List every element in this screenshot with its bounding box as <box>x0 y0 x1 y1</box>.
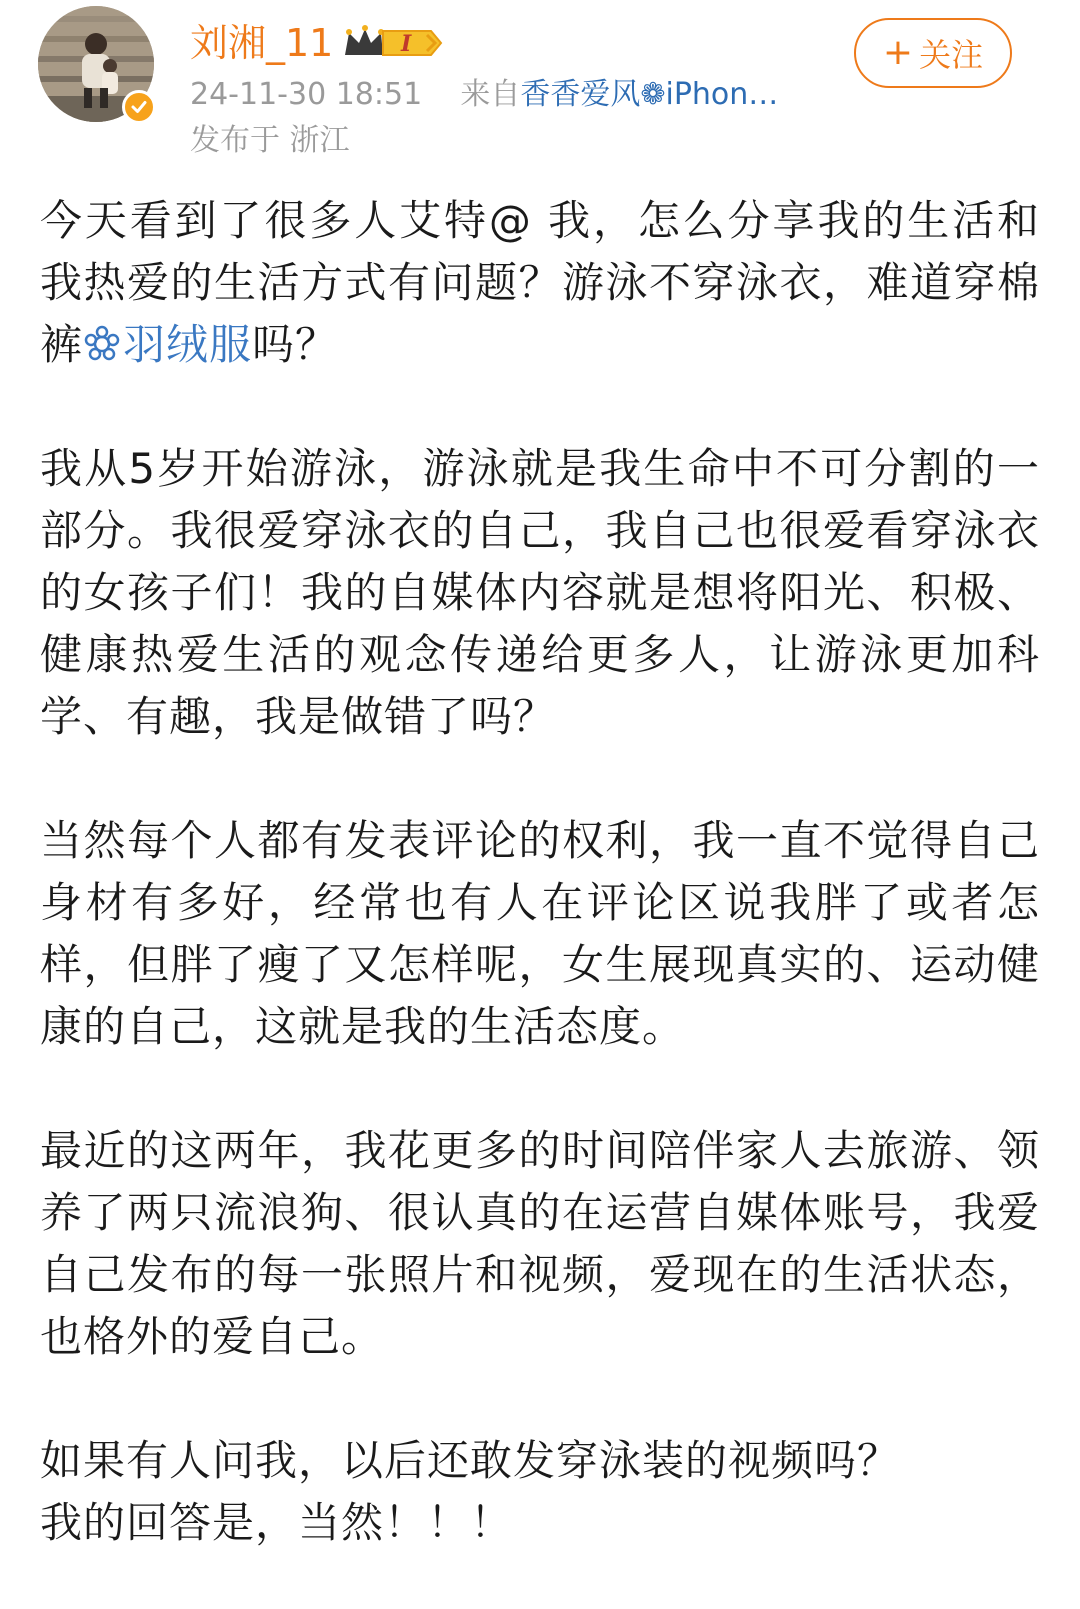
source-prefix: 来自 <box>460 77 521 112</box>
super-topic-label: 羽绒服 <box>123 320 253 369</box>
paragraph-1-tail: 吗？ <box>252 320 339 369</box>
avatar[interactable] <box>38 6 154 122</box>
crown-icon <box>343 25 443 61</box>
post-timestamp: 24-11-30 18:51 <box>190 77 423 112</box>
post-paragraph-2: 我从5岁开始游泳，游泳就是我生命中不可分割的一部分。我很爱穿泳衣的自己，我自己也很爱看穿泳衣的女孩子们！我的自媒体内容就是想将阳光、积极、健康热爱生活的观念传递给更多人，让游泳更加科学、有趣，我是做错了吗？ <box>40 444 1040 741</box>
username-row <box>190 18 443 68</box>
paragraph-1-text: 今天看到了很多人艾特@ 我，怎么分享我的生活和我热爱的生活方式有问题？游泳不穿泳衣，难道穿棉裤 <box>40 196 1040 369</box>
member-badge[interactable] <box>343 25 443 61</box>
super-topic-link[interactable] <box>83 320 252 369</box>
post-paragraph-3: 当然每个人都有发表评论的权利，我一直不觉得自己身材有多好，经常也有人在评论区说我胖了或者怎样，但胖了瘦了又怎样呢，女生展现真实的、运动健康的自己，这就是我的生活态度。 <box>40 816 1040 1051</box>
post-meta <box>190 74 778 116</box>
post-body <box>40 190 1040 1554</box>
member-level-text: I <box>401 31 412 57</box>
plus-icon: + <box>882 32 914 73</box>
post-paragraph-4: 最近的这两年，我花更多的时间陪伴家人去旅游、领养了两只流浪狗、很认真的在运营自媒体账号，我爱自己发布的每一张照片和视频，爱现在的生活状态，也格外的爱自己。 <box>40 1126 1040 1361</box>
source-device-link[interactable]: 香香爱风❁iPhon… <box>520 77 779 112</box>
paragraph-5-line-2: 我的回答是，当然！！！ <box>40 1498 514 1547</box>
post-paragraph-5 <box>40 1430 1040 1554</box>
super-topic-icon <box>83 325 121 363</box>
username[interactable]: 刘湘_11 <box>190 21 334 65</box>
verified-check-icon <box>122 90 156 124</box>
paragraph-5-line-1: 如果有人问我，以后还敢发穿泳装的视频吗？ <box>40 1436 901 1485</box>
post-header <box>0 0 1080 170</box>
follow-label: 关注 <box>919 36 984 74</box>
follow-button[interactable] <box>854 18 1012 88</box>
post-paragraph-1 <box>40 190 1040 376</box>
post-location: 发布于 浙江 <box>190 123 350 158</box>
